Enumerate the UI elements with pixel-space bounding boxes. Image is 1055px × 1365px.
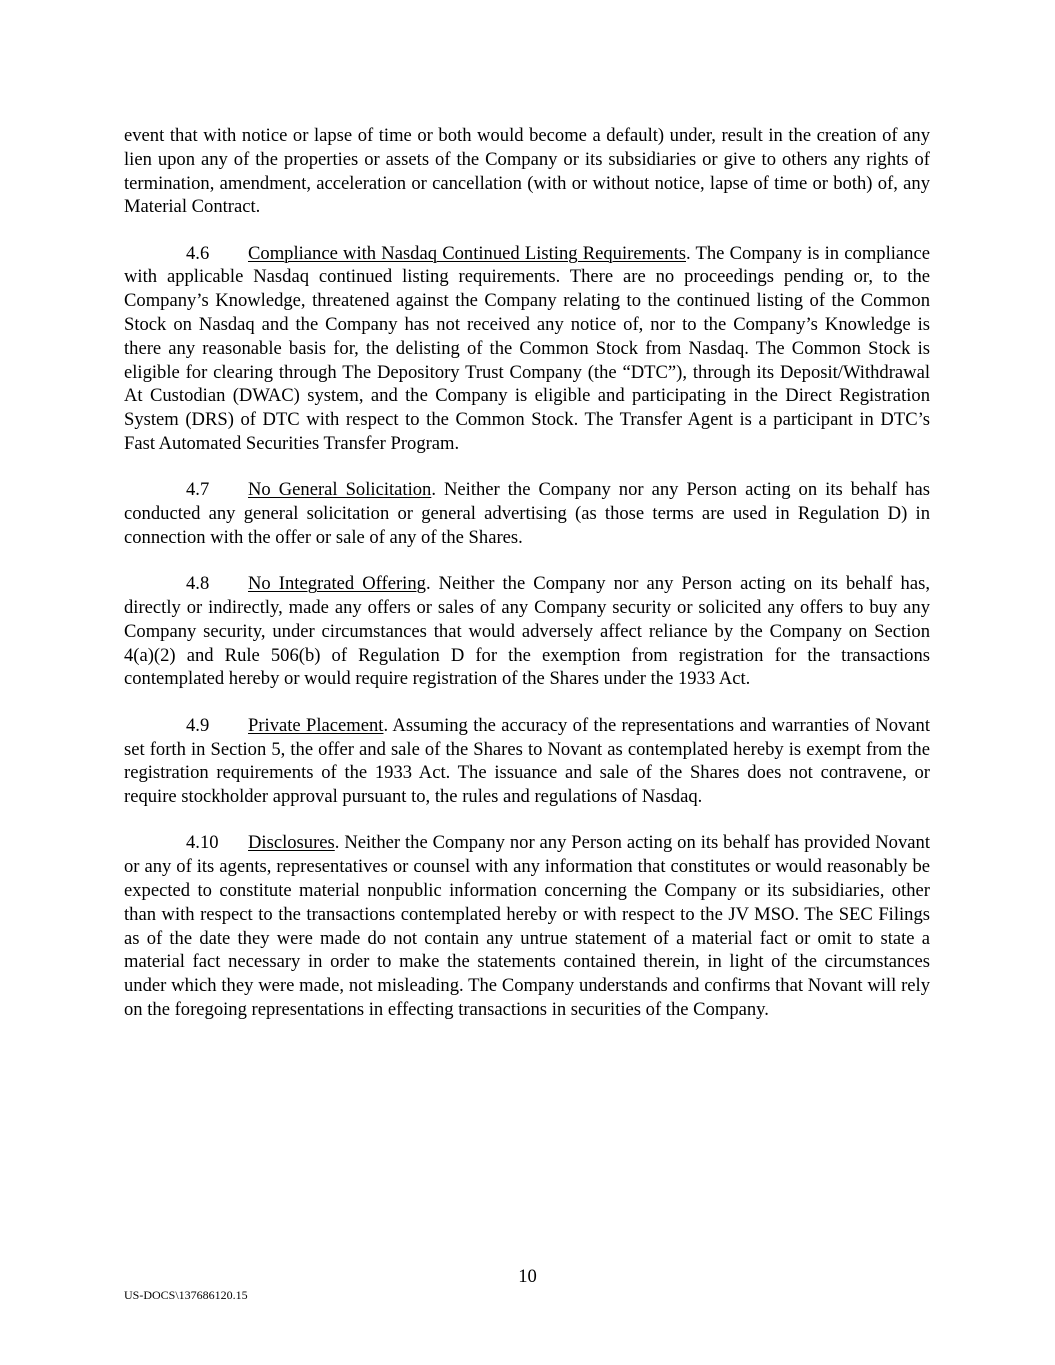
section-4-8 <box>124 572 930 691</box>
section-heading: Private Placement <box>248 714 384 736</box>
section-text: . Neither the Company nor any Person acting on its behalf has conducted any general solicitation or general advertising (as those terms are used in Regulation D) in connection with the offer or sale of any of the Shares. <box>124 479 930 548</box>
section-heading: No Integrated Offering <box>248 573 426 595</box>
section-4-6 <box>124 242 930 456</box>
section-4-10 <box>124 831 930 1021</box>
section-number: 4.9 <box>186 714 210 736</box>
document-body <box>124 124 930 1044</box>
section-4-9 <box>124 714 930 809</box>
section-heading: Compliance with Nasdaq Continued Listing Requirements <box>248 242 686 264</box>
section-heading: No General Solicitation <box>248 479 432 501</box>
section-text: . Neither the Company nor any Person acting on its behalf has provided Novant or any of its agents, representatives or counsel with any information that constitutes or would reasonably be expected to constitute material nonpublic information concerning the Company or its subsidiaries, other than with respect to the transactions contemplated hereby or with respect to the JV MSO. The SEC Filings as of the date they were made do not contain any untrue statement of a material fact or omit to state a material fact necessary in order to make the statements contained therein, in light of the circumstances under which they were made, not misleading. The Company understands and confirms that Novant will rely on the foregoing representations in effecting transactions in securities of the Company. <box>124 832 930 1020</box>
page-number: 10 <box>518 1266 537 1287</box>
section-text: . The Company is in compliance with applicable Nasdaq continued listing requirements. There are no proceedings pending or, to the Company’s Knowledge, threatened against the Company relating to the continued listing of the Common Stock on Nasdaq and the Company has not received any notice of, nor to the Company’s Knowledge is there any reasonable basis for, the delisting of the Common Stock from Nasdaq. The Common Stock is eligible for clearing through The Depository Trust Company (the “DTC”), through its Deposit/Withdrawal At Custodian (DWAC) system, and the Company is eligible and participating in the Direct Registration System (DRS) of DTC with respect to the Common Stock. The Transfer Agent is a participant in DTC’s Fast Automated Securities Transfer Program. <box>124 242 930 455</box>
section-text: . Assuming the accuracy of the representations and warranties of Novant set forth in Section 5, the offer and sale of the Shares to Novant as contemplated hereby is exempt from the registration requirements of the 1933 Act. The issuance and sale of the Shares does not contravene, or require stockholder approval pursuant to, the rules and regulations of Nasdaq. <box>124 714 930 808</box>
continuation-paragraph: event that with notice or lapse of time or both would become a default) under, result in the creation of any lien upon any of the properties or assets of the Company or its subsidiaries or give to others any rights of termination, amendment, acceleration or cancellation (with or without notice, lapse of time or both) of, any Material Contract. <box>124 125 930 218</box>
section-heading: Disclosures <box>248 832 335 854</box>
section-text: . Neither the Company nor any Person acting on its behalf has, directly or indirectly, made any offers or sales of any Company security or solicited any offers to buy any Company security, under circumstances that would adversely affect reliance by the Company on Section 4(a)(2) and Rule 506(b) of Regulation D for the exemption from registration for the transactions contemplated hereby or would require registration of the Shares under the 1933 Act. <box>124 573 930 690</box>
section-number: 4.8 <box>186 573 210 595</box>
section-number: 4.10 <box>186 832 219 854</box>
section-number: 4.7 <box>186 479 210 501</box>
document-id: US-DOCS\137686120.15 <box>124 1288 248 1302</box>
section-4-7 <box>124 478 930 549</box>
section-number: 4.6 <box>186 242 210 264</box>
